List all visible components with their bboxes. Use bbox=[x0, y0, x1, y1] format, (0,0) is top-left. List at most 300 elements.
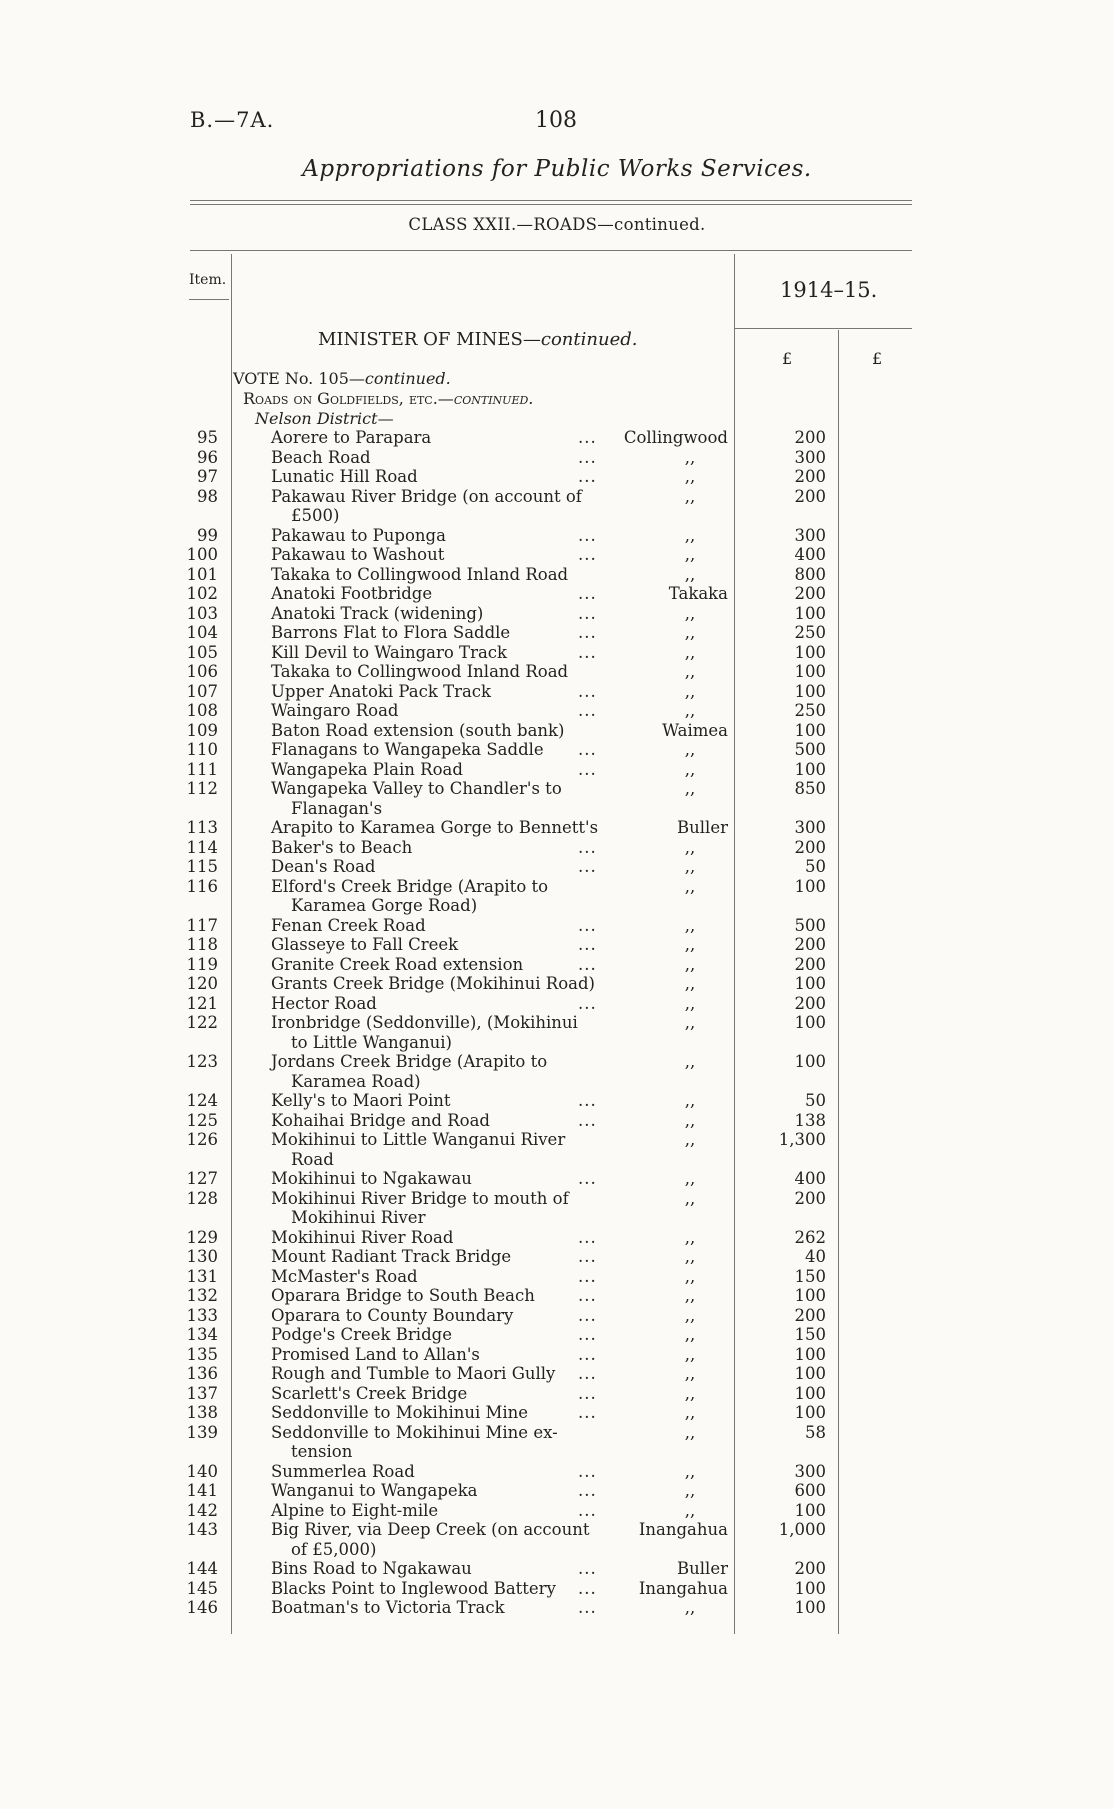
description-line: Jordans Creek Bridge (Arapito to bbox=[271, 1052, 548, 1071]
leader-dots: ... bbox=[578, 545, 597, 564]
table-row bbox=[0, 1228, 1114, 1248]
description-line: Beach Road bbox=[271, 447, 371, 467]
leader-dots: ... bbox=[578, 1481, 597, 1500]
item-number: 137 bbox=[186, 1383, 218, 1403]
ditto-mark: ,, bbox=[684, 876, 696, 896]
table-row bbox=[0, 1091, 1114, 1111]
item-description bbox=[271, 721, 611, 741]
description-line: Oparara to County Boundary bbox=[271, 1305, 514, 1325]
amount: 300 bbox=[794, 818, 826, 837]
amount: 150 bbox=[794, 1325, 826, 1344]
item-header-underline bbox=[189, 299, 229, 300]
table-row bbox=[0, 1501, 1114, 1521]
amount: 100 bbox=[794, 720, 826, 740]
table-row bbox=[0, 1247, 1114, 1267]
description-line: Mokihinui River Bridge to mouth of bbox=[271, 1188, 569, 1208]
item-number: 110 bbox=[186, 740, 218, 759]
leader-dots: ... bbox=[578, 623, 597, 642]
amount: 100 bbox=[794, 603, 826, 623]
amount: 200 bbox=[794, 486, 826, 506]
table-row bbox=[0, 1286, 1114, 1306]
amount: 850 bbox=[794, 779, 826, 798]
description-line: Rough and Tumble to Maori Gully bbox=[271, 1364, 556, 1383]
description-line: Seddonville to Mokihinui Mine bbox=[271, 1403, 529, 1422]
ditto-mark: ,, bbox=[684, 564, 696, 584]
table-row bbox=[0, 1423, 1114, 1462]
item-description bbox=[271, 779, 611, 818]
ditto-mark: ,, bbox=[684, 1266, 696, 1286]
ditto-mark: ,, bbox=[684, 1130, 696, 1149]
ditto-mark: ,, bbox=[684, 1403, 696, 1422]
item-description bbox=[271, 1501, 611, 1521]
ditto-mark: ,, bbox=[684, 1169, 696, 1188]
table-row bbox=[0, 1267, 1114, 1287]
amount: 100 bbox=[794, 1364, 826, 1383]
item-number: 135 bbox=[186, 1344, 218, 1364]
heading-text: Roads on Goldfields, etc.— bbox=[243, 389, 454, 408]
item-number: 146 bbox=[186, 1598, 218, 1617]
item-description bbox=[271, 545, 611, 565]
amount: 200 bbox=[794, 993, 826, 1013]
description-line: Blacks Point to Inglewood Battery bbox=[271, 1578, 556, 1598]
district-heading: Nelson District— bbox=[255, 409, 394, 428]
table-row bbox=[0, 818, 1114, 838]
amount: 200 bbox=[794, 1188, 826, 1208]
amount: 200 bbox=[794, 1559, 826, 1578]
item-number: 117 bbox=[186, 915, 218, 935]
item-number: 121 bbox=[186, 993, 218, 1013]
amount: 100 bbox=[794, 974, 826, 993]
item-number: 107 bbox=[186, 681, 218, 701]
description-line: Karamea Gorge Road) bbox=[291, 896, 478, 915]
amount: 600 bbox=[794, 1481, 826, 1500]
leader-dots: ... bbox=[578, 993, 597, 1013]
amount: 400 bbox=[794, 545, 826, 564]
amount: 40 bbox=[805, 1247, 826, 1266]
amount: 100 bbox=[794, 1383, 826, 1403]
amount: 800 bbox=[794, 564, 826, 584]
leader-dots: ... bbox=[578, 1266, 597, 1286]
description-line: Waingaro Road bbox=[271, 701, 399, 720]
item-description bbox=[271, 643, 611, 663]
leader-dots: ... bbox=[578, 681, 597, 701]
amount: 250 bbox=[794, 701, 826, 720]
county-name: Buller bbox=[677, 818, 728, 837]
ditto-mark: ,, bbox=[684, 525, 696, 545]
description-line: Lunatic Hill Road bbox=[271, 467, 418, 486]
amount: 138 bbox=[794, 1110, 826, 1130]
ditto-mark: ,, bbox=[684, 954, 696, 974]
ditto-mark: ,, bbox=[684, 662, 696, 681]
leader-dots: ... bbox=[578, 857, 597, 876]
description-line: Alpine to Eight-mile bbox=[271, 1500, 439, 1520]
table-row bbox=[0, 545, 1114, 565]
header-rule-top bbox=[190, 200, 912, 201]
description-line: Baker's to Beach bbox=[271, 837, 413, 857]
description-line: Kelly's to Maori Point bbox=[271, 1091, 451, 1110]
description-line: Wangapeka Valley to Chandler's to bbox=[271, 779, 562, 798]
amount: 400 bbox=[794, 1169, 826, 1188]
amount: 100 bbox=[794, 1598, 826, 1617]
leader-dots: ... bbox=[578, 642, 597, 662]
item-number: 99 bbox=[197, 525, 218, 545]
item-description bbox=[271, 662, 611, 682]
item-number: 113 bbox=[186, 818, 218, 837]
amount: 262 bbox=[794, 1227, 826, 1247]
item-description bbox=[271, 565, 611, 585]
ditto-mark: ,, bbox=[684, 447, 696, 467]
description-line: Big River, via Deep Creek (on account bbox=[271, 1520, 590, 1539]
description-line: Mokihinui River bbox=[291, 1208, 426, 1227]
description-line: Takaka to Collingwood Inland Road bbox=[271, 564, 569, 584]
description-line: Kohaihai Bridge and Road bbox=[271, 1110, 490, 1130]
ditto-mark: ,, bbox=[684, 1500, 696, 1520]
leader-dots: ... bbox=[578, 1305, 597, 1325]
amount: 50 bbox=[805, 1091, 826, 1110]
item-description bbox=[271, 818, 611, 838]
description-line: Fenan Creek Road bbox=[271, 915, 426, 935]
amount: 100 bbox=[794, 876, 826, 896]
table-row bbox=[0, 1345, 1114, 1365]
leader-dots: ... bbox=[578, 935, 597, 954]
description-line: Aorere to Parapara bbox=[271, 428, 432, 447]
amount: 100 bbox=[794, 642, 826, 662]
item-number: 114 bbox=[186, 837, 218, 857]
item-number: 130 bbox=[186, 1247, 218, 1266]
table-row bbox=[0, 877, 1114, 916]
item-description bbox=[271, 526, 611, 546]
item-description bbox=[271, 1286, 611, 1306]
description-line: Glasseye to Fall Creek bbox=[271, 935, 459, 954]
item-number: 145 bbox=[186, 1578, 218, 1598]
amount: 1,300 bbox=[778, 1130, 826, 1149]
table-row bbox=[0, 916, 1114, 936]
item-description bbox=[271, 1481, 611, 1501]
item-column-header: Item. bbox=[189, 272, 227, 288]
leader-dots: ... bbox=[578, 1578, 597, 1598]
leader-dots: ... bbox=[578, 954, 597, 974]
item-number: 138 bbox=[186, 1403, 218, 1422]
item-number: 126 bbox=[186, 1130, 218, 1149]
item-number: 136 bbox=[186, 1364, 218, 1383]
continued-label: continued. bbox=[453, 389, 534, 408]
item-number: 139 bbox=[186, 1422, 218, 1442]
description-line: Pakawau to Puponga bbox=[271, 525, 446, 545]
leader-dots: ... bbox=[578, 603, 597, 623]
table-row bbox=[0, 1364, 1114, 1384]
item-description bbox=[271, 974, 611, 994]
document-code: B.—7A. bbox=[190, 108, 275, 132]
description-line: Summerlea Road bbox=[271, 1461, 415, 1481]
ditto-mark: ,, bbox=[684, 1052, 696, 1071]
table-row bbox=[0, 1384, 1114, 1404]
item-number: 129 bbox=[186, 1227, 218, 1247]
description-line: Elford's Creek Bridge (Arapito to bbox=[271, 876, 549, 896]
amount: 100 bbox=[794, 1344, 826, 1364]
item-number: 122 bbox=[186, 1013, 218, 1032]
ditto-mark: ,, bbox=[684, 1344, 696, 1364]
description-line: Scarlett's Creek Bridge bbox=[271, 1383, 468, 1403]
county-name: Waimea bbox=[662, 720, 728, 740]
roads-heading bbox=[243, 389, 533, 408]
description-line: Wangapeka Plain Road bbox=[271, 759, 463, 779]
item-number: 119 bbox=[186, 954, 218, 974]
item-number: 108 bbox=[186, 701, 218, 720]
table-row bbox=[0, 428, 1114, 448]
item-number: 115 bbox=[186, 857, 218, 876]
ditto-mark: ,, bbox=[684, 681, 696, 701]
amount: 300 bbox=[794, 1461, 826, 1481]
year-column-header: 1914–15. bbox=[780, 278, 878, 302]
item-description bbox=[271, 1189, 611, 1228]
leader-dots: ... bbox=[578, 1500, 597, 1520]
amount: 300 bbox=[794, 525, 826, 545]
item-number: 106 bbox=[186, 662, 218, 681]
county-name: Inangahua bbox=[638, 1520, 728, 1539]
description-line: Oparara Bridge to South Beach bbox=[271, 1286, 535, 1305]
item-description bbox=[271, 1228, 611, 1248]
ditto-mark: ,, bbox=[684, 1188, 696, 1208]
item-description bbox=[271, 760, 611, 780]
item-number: 120 bbox=[186, 974, 218, 993]
ditto-mark: ,, bbox=[684, 857, 696, 876]
amount: 300 bbox=[794, 447, 826, 467]
leader-dots: ... bbox=[578, 1169, 597, 1188]
item-description bbox=[271, 1267, 611, 1287]
item-number: 125 bbox=[186, 1110, 218, 1130]
item-description bbox=[271, 857, 611, 877]
table-row bbox=[0, 779, 1114, 818]
item-number: 132 bbox=[186, 1286, 218, 1305]
ditto-mark: ,, bbox=[684, 1383, 696, 1403]
ditto-mark: ,, bbox=[684, 759, 696, 779]
leader-dots: ... bbox=[578, 1403, 597, 1422]
description-line: Mokihinui to Ngakawau bbox=[271, 1169, 472, 1188]
item-number: 127 bbox=[186, 1169, 218, 1188]
ditto-mark: ,, bbox=[684, 779, 696, 798]
leader-dots: ... bbox=[578, 584, 597, 603]
item-description bbox=[271, 1013, 611, 1052]
description-line: Karamea Road) bbox=[291, 1071, 421, 1091]
item-description bbox=[271, 877, 611, 916]
minister-heading bbox=[318, 329, 637, 350]
continued-label: continued. bbox=[540, 329, 638, 350]
amount: 50 bbox=[805, 857, 826, 876]
item-number: 123 bbox=[186, 1052, 218, 1071]
ditto-mark: ,, bbox=[684, 1481, 696, 1500]
item-description bbox=[271, 604, 611, 624]
description-line: Mokihinui River Road bbox=[271, 1227, 454, 1247]
description-line: Pakawau River Bridge (on account of bbox=[271, 486, 582, 506]
continued-label: continued. bbox=[364, 369, 451, 388]
item-number: 100 bbox=[186, 545, 218, 564]
amount: 100 bbox=[794, 759, 826, 779]
item-description bbox=[271, 1306, 611, 1326]
item-description bbox=[271, 487, 611, 526]
leader-dots: ... bbox=[578, 1227, 597, 1247]
leader-dots: ... bbox=[578, 701, 597, 720]
ditto-mark: ,, bbox=[684, 623, 696, 642]
table-row bbox=[0, 1520, 1114, 1559]
ditto-mark: ,, bbox=[684, 603, 696, 623]
ditto-mark: ,, bbox=[684, 1325, 696, 1344]
table-row bbox=[0, 448, 1114, 468]
description-line: to Little Wanganui) bbox=[291, 1032, 452, 1052]
item-number: 101 bbox=[186, 564, 218, 584]
year-header-rule bbox=[734, 328, 912, 329]
ditto-mark: ,, bbox=[684, 1091, 696, 1110]
item-description bbox=[271, 1325, 611, 1345]
table-row bbox=[0, 604, 1114, 624]
amount: 200 bbox=[794, 584, 826, 603]
amount: 100 bbox=[794, 681, 826, 701]
amount: 1,000 bbox=[778, 1520, 826, 1539]
item-description bbox=[271, 1579, 611, 1599]
leader-dots: ... bbox=[578, 1559, 597, 1578]
table-row bbox=[0, 1013, 1114, 1052]
leader-dots: ... bbox=[578, 1091, 597, 1110]
item-description bbox=[271, 584, 611, 604]
county-name: Buller bbox=[677, 1559, 728, 1578]
item-description bbox=[271, 994, 611, 1014]
leader-dots: ... bbox=[578, 467, 597, 486]
ditto-mark: ,, bbox=[684, 642, 696, 662]
description-line: Baton Road extension (south bank) bbox=[271, 720, 565, 740]
class-title: CLASS XXII.—ROADS—continued. bbox=[408, 215, 706, 234]
table-row bbox=[0, 1598, 1114, 1618]
description-line: Promised Land to Allan's bbox=[271, 1344, 480, 1364]
description-line: McMaster's Road bbox=[271, 1266, 418, 1286]
table-row bbox=[0, 838, 1114, 858]
leader-dots: ... bbox=[578, 525, 597, 545]
pound-symbol-col1: £ bbox=[782, 349, 793, 368]
amount: 200 bbox=[794, 467, 826, 486]
table-row bbox=[0, 1111, 1114, 1131]
amount: 150 bbox=[794, 1266, 826, 1286]
table-row bbox=[0, 1462, 1114, 1482]
description-line: Road bbox=[291, 1149, 334, 1169]
amount: 100 bbox=[794, 1500, 826, 1520]
table-row bbox=[0, 1169, 1114, 1189]
table-row bbox=[0, 662, 1114, 682]
item-number: 128 bbox=[186, 1188, 218, 1208]
table-row bbox=[0, 1306, 1114, 1326]
description-line: Takaka to Collingwood Inland Road bbox=[271, 662, 569, 681]
description-line: Dean's Road bbox=[271, 857, 376, 876]
item-number: 116 bbox=[186, 876, 218, 896]
item-number: 102 bbox=[186, 584, 218, 603]
table-row bbox=[0, 1579, 1114, 1599]
leader-dots: ... bbox=[578, 1461, 597, 1481]
amount: 200 bbox=[794, 954, 826, 974]
leader-dots: ... bbox=[578, 1364, 597, 1383]
table-row bbox=[0, 526, 1114, 546]
table-row bbox=[0, 643, 1114, 663]
amount: 100 bbox=[794, 1052, 826, 1071]
amount: 200 bbox=[794, 837, 826, 857]
amount: 100 bbox=[794, 1286, 826, 1305]
county-name: Inangahua bbox=[638, 1578, 728, 1598]
leader-dots: ... bbox=[578, 1325, 597, 1344]
description-line: tension bbox=[291, 1442, 353, 1461]
description-line: £500) bbox=[291, 506, 340, 525]
table-row bbox=[0, 1559, 1114, 1579]
item-number: 103 bbox=[186, 603, 218, 623]
table-row bbox=[0, 721, 1114, 741]
description-line: Granite Creek Road extension bbox=[271, 954, 524, 974]
leader-dots: ... bbox=[578, 1344, 597, 1364]
amount: 200 bbox=[794, 935, 826, 954]
leader-dots: ... bbox=[578, 447, 597, 467]
item-number: 109 bbox=[186, 720, 218, 740]
item-description bbox=[271, 682, 611, 702]
item-number: 142 bbox=[186, 1500, 218, 1520]
table-row bbox=[0, 701, 1114, 721]
ditto-mark: ,, bbox=[684, 740, 696, 759]
item-number: 98 bbox=[197, 486, 218, 506]
description-line: Upper Anatoki Pack Track bbox=[271, 681, 492, 701]
ditto-mark: ,, bbox=[684, 1461, 696, 1481]
description-line: of £5,000) bbox=[291, 1539, 377, 1559]
item-number: 105 bbox=[186, 642, 218, 662]
item-description bbox=[271, 428, 611, 448]
ditto-mark: ,, bbox=[684, 915, 696, 935]
description-line: Arapito to Karamea Gorge to Bennett's bbox=[271, 818, 599, 837]
county-name: Takaka bbox=[668, 584, 728, 603]
amount: 100 bbox=[794, 662, 826, 681]
ditto-mark: ,, bbox=[684, 1227, 696, 1247]
item-number: 97 bbox=[197, 467, 218, 486]
amount: 200 bbox=[794, 428, 826, 447]
item-description bbox=[271, 1247, 611, 1267]
amount: 500 bbox=[794, 740, 826, 759]
item-number: 112 bbox=[186, 779, 218, 798]
item-description bbox=[271, 1403, 611, 1423]
amount: 250 bbox=[794, 623, 826, 642]
amount: 100 bbox=[794, 1013, 826, 1032]
item-description bbox=[271, 1091, 611, 1111]
item-number: 141 bbox=[186, 1481, 218, 1500]
leader-dots: ... bbox=[578, 759, 597, 779]
amount: 58 bbox=[805, 1422, 826, 1442]
item-description bbox=[271, 701, 611, 721]
description-line: Podge's Creek Bridge bbox=[271, 1325, 452, 1344]
leader-dots: ... bbox=[578, 837, 597, 857]
table-row bbox=[0, 623, 1114, 643]
table-row bbox=[0, 565, 1114, 585]
ditto-mark: ,, bbox=[684, 1110, 696, 1130]
class-rule bbox=[190, 250, 912, 251]
table-row bbox=[0, 994, 1114, 1014]
item-description bbox=[271, 467, 611, 487]
ditto-mark: ,, bbox=[684, 486, 696, 506]
item-description bbox=[271, 1520, 611, 1559]
item-number: 118 bbox=[186, 935, 218, 954]
table-row bbox=[0, 974, 1114, 994]
item-description bbox=[271, 1384, 611, 1404]
leader-dots: ... bbox=[578, 1598, 597, 1617]
item-description bbox=[271, 1052, 611, 1091]
description-line: Wanganui to Wangapeka bbox=[271, 1481, 478, 1500]
item-number: 144 bbox=[186, 1559, 218, 1578]
item-number: 104 bbox=[186, 623, 218, 642]
heading-text: MINISTER OF MINES— bbox=[318, 329, 541, 350]
ditto-mark: ,, bbox=[684, 1247, 696, 1266]
table-row bbox=[0, 584, 1114, 604]
ditto-mark: ,, bbox=[684, 1013, 696, 1032]
item-number: 133 bbox=[186, 1305, 218, 1325]
amount: 100 bbox=[794, 1403, 826, 1422]
